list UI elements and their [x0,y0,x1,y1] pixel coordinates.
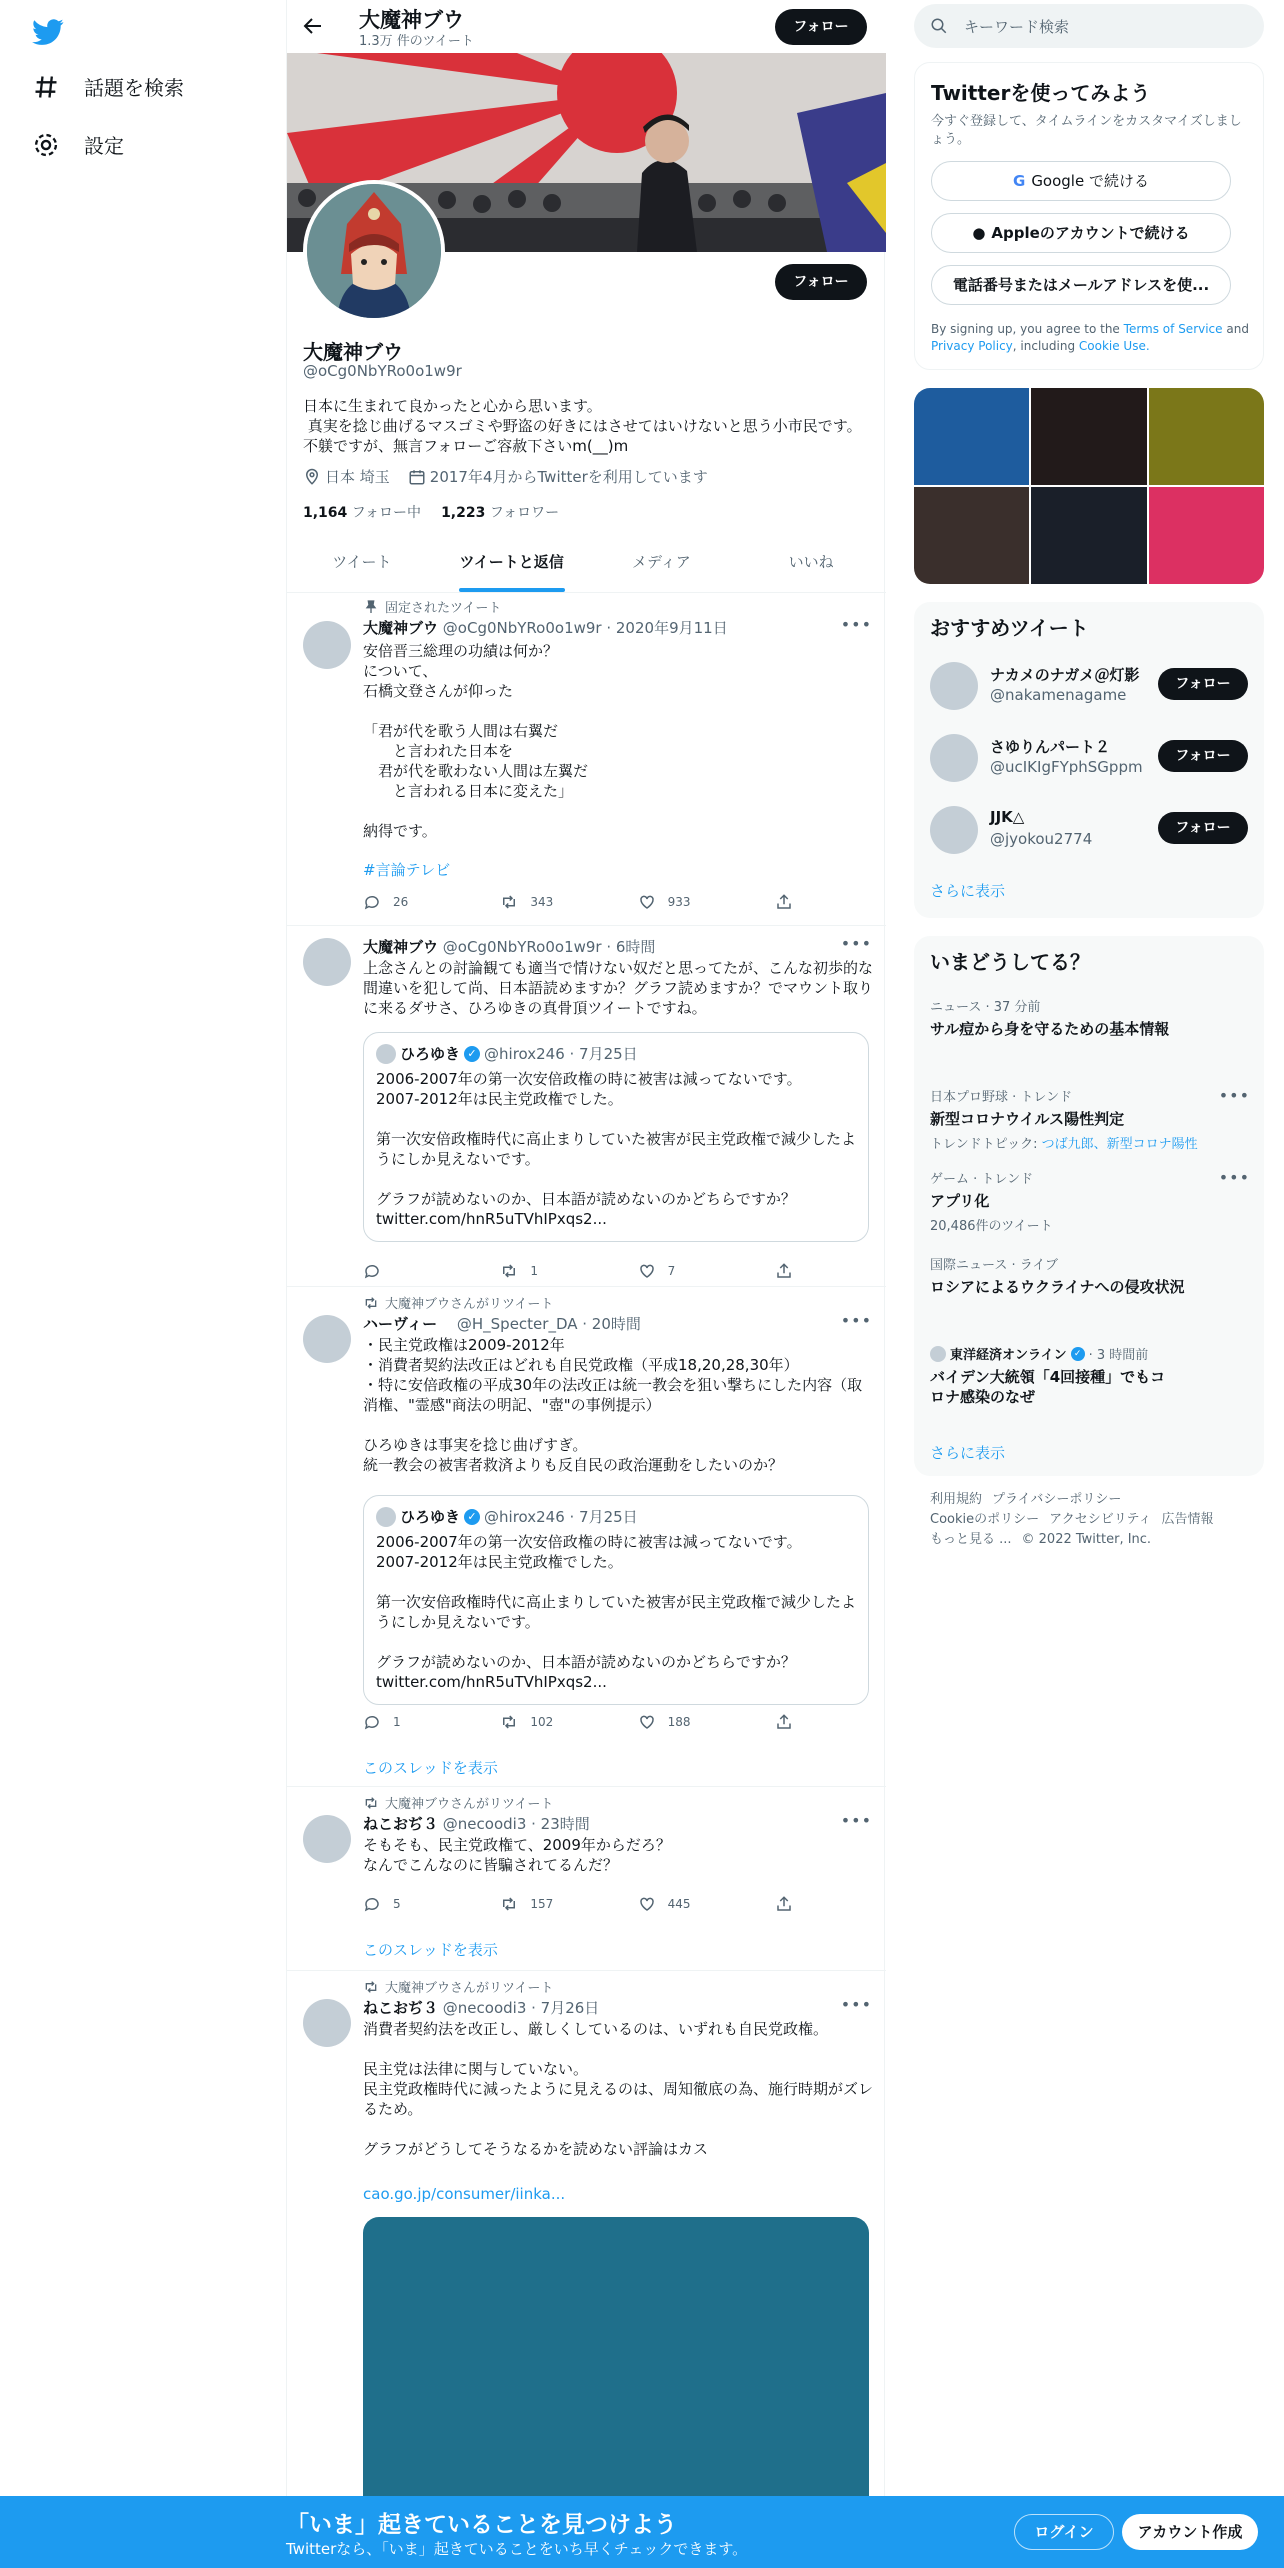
more-icon[interactable]: ••• [1218,1168,1250,1187]
footer-link[interactable]: 利用規約 [930,1492,983,1507]
quote-author: ひろゆき [400,1045,461,1063]
following-count: 1,164 [303,505,348,521]
quoted-tweet[interactable] [363,1495,869,1705]
retweet-count: 157 [530,1897,554,1911]
followers-count: 1,223 [441,505,486,521]
tweet-text: 安倍晋三総理の功績は何か？ について、 石橋文登さんが仰った 「君が代を歌う人間は右翼だ と言われた日本を 君が代を歌わない人間は左翼だ と言われる日本に変えた」 納得です。 [363,642,589,840]
trend-category: 日本プロ野球 · トレンド [930,1090,1073,1105]
nav-settings[interactable] [32,130,124,159]
reply-button[interactable] [363,1713,463,1731]
tweet-author[interactable]: ハーヴィー [363,1315,438,1333]
tweet-text: 上念さんとの討論観ても適当で情けない奴だと思ってたが、こんな初歩的な間違いを犯して尚、日本語読めますか？グラフ読めますか？でマウント取りに来るダサさ、ひろゆきの真骨頂ツイートですね。 [363,959,874,1017]
tweet-author[interactable]: ねこおぢ３ [363,1815,439,1833]
trend-title: ロシアによるウクライナへの侵攻状況 [930,1278,1185,1296]
login-button[interactable]: ログイン [1014,2514,1114,2550]
retweet-label [363,1977,553,1996]
recommended-title: おすすめツイート [930,616,1089,640]
tweet[interactable] [287,1787,886,1971]
search-icon [930,17,948,35]
share-button[interactable] [775,893,793,911]
search-box[interactable] [914,4,1264,48]
like-button[interactable] [638,1713,738,1731]
tweet-header [363,936,655,957]
following-link[interactable] [303,502,421,522]
recommended-user[interactable] [930,658,1250,714]
trend-category: ニュース · 37 分前 [930,1000,1041,1015]
heart-icon [638,1713,656,1731]
tweet-text: そもそも、民主党政権て、2009年からだろ？ なんでこんなのに皆騙されてるんだ？ [363,1836,671,1874]
more-icon[interactable]: ••• [840,1995,872,2014]
tweet[interactable] [287,1971,886,2568]
share-icon [775,1713,793,1731]
retweet-icon [500,1262,518,1280]
profile-meta [303,466,708,487]
reply-icon [363,1895,381,1913]
avatar-image [307,184,441,318]
retweet-count: 1 [530,1264,538,1278]
trend-time: · 3 時間前 [1088,1348,1149,1363]
quote-header [376,1506,638,1527]
bottom-bar-subtitle: Twitterなら、「いま」起きていることをいち早くチェックできます。 [286,2540,748,2558]
avatar[interactable] [930,734,978,782]
trend-topics [930,1133,1250,1152]
tweet-actions [363,893,793,911]
more-icon[interactable]: ••• [840,1311,872,1330]
share-icon [775,1895,793,1913]
footer-link[interactable]: もっと見る ... [930,1532,1012,1547]
reply-button[interactable] [363,893,463,911]
header-tweet-count: 1.3万 件のツイート [359,34,474,49]
rec-name: ナカメのナガメ＠灯影 [990,666,1140,684]
back-arrow-icon[interactable] [301,14,325,38]
trend-title: サル痘から身を守るための基本情報 [930,1020,1170,1038]
recommended-user[interactable] [930,802,1250,858]
hashtag-icon [32,73,60,101]
trend-source-name: 東洋経済オンライン [950,1348,1067,1363]
like-count: 933 [667,895,691,909]
tab-media[interactable]: メディア [631,553,691,571]
apple-icon: ● [972,224,986,242]
like-button[interactable] [638,1262,738,1280]
media-thumb[interactable] [1149,388,1264,485]
trend-category: ゲーム · トレンド [930,1172,1034,1187]
reply-count: 5 [393,1897,401,1911]
retweet-icon [363,1795,379,1811]
gear-icon [32,131,60,159]
tweet-actions [363,1895,793,1913]
share-icon [775,893,793,911]
tweet[interactable] [287,593,886,926]
retweet-button[interactable] [500,1262,600,1280]
retweet-label [363,1793,553,1812]
more-icon[interactable]: ••• [840,934,872,953]
location-icon [303,468,321,486]
like-count: 188 [667,1715,691,1729]
trend-title: 新型コロナウイルス陽性判定 [930,1110,1125,1128]
cookie-link[interactable]: Cookie Use. [1078,339,1150,353]
search-placeholder: キーワード検索 [964,17,1070,36]
profile-header [287,0,886,53]
reply-count: 1 [393,1715,401,1729]
retweet-label-text: 大魔神ブウさんがリツイート [385,1981,554,1996]
quote-meta: @hirox246 · 7月25日 [484,1045,638,1063]
trend-item[interactable] [930,996,1250,1039]
reply-icon [363,1262,381,1280]
nav-settings-label: 設定 [84,134,124,158]
google-icon: G [1013,172,1026,190]
media-thumb[interactable] [1149,487,1264,584]
reply-button[interactable] [363,1262,463,1280]
tab-tweets[interactable]: ツイート [332,553,392,571]
footer-link[interactable]: アクセシビリティ [1049,1512,1152,1527]
verified-icon: ✓ [464,1509,480,1525]
profile-handle: @oCg0NbYRo0o1w9r [303,362,462,380]
and-text: and [1226,322,1249,336]
retweet-button[interactable] [500,893,600,911]
footer-link[interactable]: Cookieのポリシー [930,1512,1040,1527]
retweet-button[interactable] [500,1895,600,1913]
retweet-count: 102 [530,1715,554,1729]
tweet-text: 消費者契約法を改正し、厳しくしているのは、いずれも自民党政権。 民主党は法律に関与していない。 民主党政権時代に減ったように見えるのは、周知徹底の為、施行時期がズレるため。 グラフがどうしてそうなるかを読めない評論はカス [363,2020,874,2158]
show-more-link[interactable]: さらに表示 [930,882,1006,900]
followers-label: フォロワー [489,505,560,521]
share-icon [775,1262,793,1280]
quoted-tweet[interactable] [363,1032,869,1242]
media-thumb[interactable] [1031,388,1146,485]
bottom-bar-title: 「いま」起きていることを見つけよう [286,2512,677,2538]
quote-text: 2006-2007年の第一次安倍政権の時に被害は減ってないです。 2007-2012年は民主党政権でした。 第一次安倍政権時代に高止まりしていた被害が民主党政権で減少したようにしか見えないです。 グラフが読めないのか、日本語が読めないのかどちらですか？ twitter.com/hnR5uTVhIPxqs2... [376,1070,857,1228]
reply-icon [363,1713,381,1731]
trend-item[interactable] [930,1086,1250,1152]
tweet-actions [363,1262,793,1280]
footer-links [930,1490,1250,1550]
trend-source [930,1344,1170,1363]
show-thread-link[interactable]: このスレッドを表示 [363,1941,498,1959]
more-icon[interactable]: ••• [840,1811,872,1830]
terms-text: By signing up, you agree to the [931,322,1120,336]
quote-author: ひろゆき [400,1508,461,1526]
trends-card [914,936,1264,1476]
copyright: © 2022 Twitter, Inc. [1021,1532,1152,1547]
share-button[interactable] [775,1895,793,1913]
google-signup-button[interactable] [931,161,1231,201]
rec-follow-button[interactable]: フォロー [1158,812,1248,844]
quote-avatar [376,1044,396,1064]
external-link[interactable]: cao.go.jp/consumer/iinka... [363,2185,566,2203]
twitter-logo-icon[interactable] [32,16,64,48]
pinned-label [363,597,501,616]
trend-item[interactable] [930,1254,1250,1297]
show-thread-link[interactable]: このスレッドを表示 [363,1759,498,1777]
avatar[interactable] [303,1999,351,2047]
footer-link[interactable]: 広告情報 [1161,1512,1214,1527]
verified-icon: ✓ [464,1046,480,1062]
tweet-meta[interactable]: @H_Specter_DA · 20時間 [437,1315,641,1333]
retweet-icon [500,1713,518,1731]
signup-terms [931,321,1251,355]
avatar[interactable] [303,1315,351,1363]
retweet-icon [500,893,518,911]
tweet-author[interactable]: 大魔神ブウ [363,938,439,956]
avatar[interactable] [303,938,351,986]
bottom-signup-bar [0,2496,1284,2568]
more-icon[interactable]: ••• [1218,1086,1250,1105]
like-count: 445 [667,1897,691,1911]
heart-icon [638,1262,656,1280]
nav-explore[interactable] [32,72,184,101]
tweet-meta[interactable]: @necoodi3 · 7月26日 [442,1999,600,2017]
rec-name: さゆりんパート２ [990,738,1111,756]
phone-signup-button[interactable]: 電話番号またはメールアドレスを使... [931,265,1231,305]
left-nav [0,0,286,2568]
retweet-icon [500,1895,518,1913]
trend-topics-label: トレンドトピック: [930,1137,1042,1152]
pinned-text: 固定されたツイート [385,601,502,616]
avatar[interactable] [303,1815,351,1863]
signup-title: Twitterを使ってみよう [931,81,1151,105]
quote-meta: @hirox246 · 7月25日 [484,1508,638,1526]
trend-tweet-count: 20,486件のツイート [930,1219,1053,1234]
tweet-author[interactable]: ねこおぢ３ [363,1999,439,2017]
calendar-icon [408,468,426,486]
rec-handle: @jyokou2774 [990,830,1093,848]
like-button[interactable] [638,1895,738,1913]
avatar[interactable] [303,621,351,669]
apple-label: Appleのアカウントで続ける [991,224,1190,242]
profile-joined: 2017年4月からTwitterを利用しています [429,468,708,486]
header-title: 大魔神ブウ [359,8,464,32]
retweet-label [363,1293,553,1312]
tweet-text: ・民主党政権は2009-2012年 ・消費者契約法改正はどれも自民党政権（平成18,20,28,30年） ・特に安倍政権の平成30年の法改正は統一教会を狙い撃ちにした内容（取消権、"霊感"商法の明記、"壺"の事例提示） ひろゆきは事実を捻じ曲げすぎ。 統一教会の被害者救済よりも反自民の政治運動をしたいのか？ [363,1336,863,1474]
main-column [286,0,885,2568]
profile-avatar[interactable] [303,180,445,322]
signup-button[interactable]: アカウント作成 [1122,2514,1258,2550]
retweet-count: 343 [530,895,554,909]
profile-follow-button[interactable]: フォロー [775,264,867,300]
quote-header [376,1043,638,1064]
hashtag-link[interactable]: #言論テレビ [363,861,451,879]
google-label: Google で続ける [1031,172,1149,190]
profile-tabs [287,540,886,593]
profile-bio: 日本に生まれて良かったと心から思います。 真実を捻じ曲げるマスゴミや野盗の好きにはさせてはいけないと思う小市民です。 不躾ですが、無言フォローご容赦下さいm(__)m [303,397,862,455]
header-follow-button[interactable]: フォロー [775,9,867,45]
reply-count: 26 [393,895,409,909]
retweet-icon [363,1979,379,1995]
like-button[interactable] [638,893,738,911]
including-text: , including [1012,339,1076,353]
quote-text: 2006-2007年の第一次安倍政権の時に被害は減ってないです。 2007-2012年は民主党政権でした。 第一次安倍政権時代に高止まりしていた被害が民主党政権で減少したようにしか見えないです。 グラフが読めないのか、日本語が読めないのかどちらですか？ twitter.com/hnR5uTVhIPxqs2... [376,1533,857,1691]
privacy-link[interactable]: Privacy Policy [931,339,1013,353]
recommended-card [914,602,1264,918]
tweet-meta[interactable]: @necoodi3 · 23時間 [442,1815,590,1833]
media-grid[interactable] [914,388,1264,584]
tweet-meta[interactable]: @oCg0NbYRo0o1w9r · 6時間 [442,938,656,956]
tab-tweets-replies[interactable]: ツイートと返信 [437,540,587,592]
share-button[interactable] [775,1713,793,1731]
quote-avatar [376,1507,396,1527]
followers-link[interactable] [441,502,559,522]
profile-location: 日本 埼玉 [325,468,390,486]
reply-icon [363,893,381,911]
nav-explore-label: 話題を検索 [84,76,184,100]
retweet-label-text: 大魔神ブウさんがリツイート [385,1797,554,1812]
source-avatar [930,1346,946,1362]
recommended-user[interactable] [930,730,1250,786]
rec-handle: @nakamenagame [990,686,1127,704]
apple-signup-button[interactable] [931,213,1231,253]
tweet-author[interactable]: 大魔神ブウ [363,619,439,637]
trend-category: 国際ニュース · ライブ [930,1258,1058,1273]
rec-handle: @ucIKIgFYphSGppm [990,758,1143,776]
trend-topic-links[interactable]: つば九郎、新型コロナ陽性 [1041,1137,1198,1152]
avatar[interactable] [930,662,978,710]
tweet-header [363,1813,590,1834]
avatar[interactable] [930,806,978,854]
retweet-icon [363,1295,379,1311]
heart-icon [638,1895,656,1913]
media-thumb[interactable] [914,388,1029,485]
tweet[interactable] [287,926,886,1287]
heart-icon [638,893,656,911]
rec-name: JJK△ [990,808,1025,826]
media-thumb[interactable] [914,487,1029,584]
tweet-actions [363,1713,793,1731]
trends-title: いまどうしてる？ [930,950,1090,974]
trend-item[interactable] [930,1344,1170,1407]
like-count: 7 [667,1264,676,1278]
tweet-header [363,1997,599,2018]
tweet-header [363,1313,641,1334]
footer-link[interactable]: プライバシーポリシー [992,1492,1122,1507]
following-label: フォロー中 [351,505,422,521]
tweet[interactable] [287,1287,886,1787]
reply-button[interactable] [363,1895,463,1913]
profile-name: 大魔神ブウ [303,340,403,364]
rec-follow-button[interactable]: フォロー [1158,668,1248,700]
terms-link[interactable]: Terms of Service [1123,322,1223,336]
signup-subtitle: 今すぐ登録して、タイムラインをカスタマイズしましょう。 [931,114,1242,147]
more-icon[interactable]: ••• [840,615,872,634]
retweet-button[interactable] [500,1713,600,1731]
trend-item[interactable] [930,1168,1250,1234]
trend-title: バイデン大統領「4回接種」でもコロナ感染のなぜ [930,1368,1166,1406]
tab-likes[interactable]: いいね [788,553,834,571]
follow-stats [303,502,559,522]
tweet-meta[interactable]: @oCg0NbYRo0o1w9r · 2020年9月11日 [442,619,728,637]
trend-title: アプリ化 [930,1192,990,1210]
media-thumb[interactable] [1031,487,1146,584]
pin-icon [363,599,379,615]
share-button[interactable] [775,1262,793,1280]
signup-card [914,62,1264,370]
show-more-link[interactable]: さらに表示 [930,1444,1006,1462]
retweet-label-text: 大魔神ブウさんがリツイート [385,1297,554,1312]
tweet-header [363,617,728,638]
verified-icon: ✓ [1071,1347,1085,1361]
rec-follow-button[interactable]: フォロー [1158,740,1248,772]
